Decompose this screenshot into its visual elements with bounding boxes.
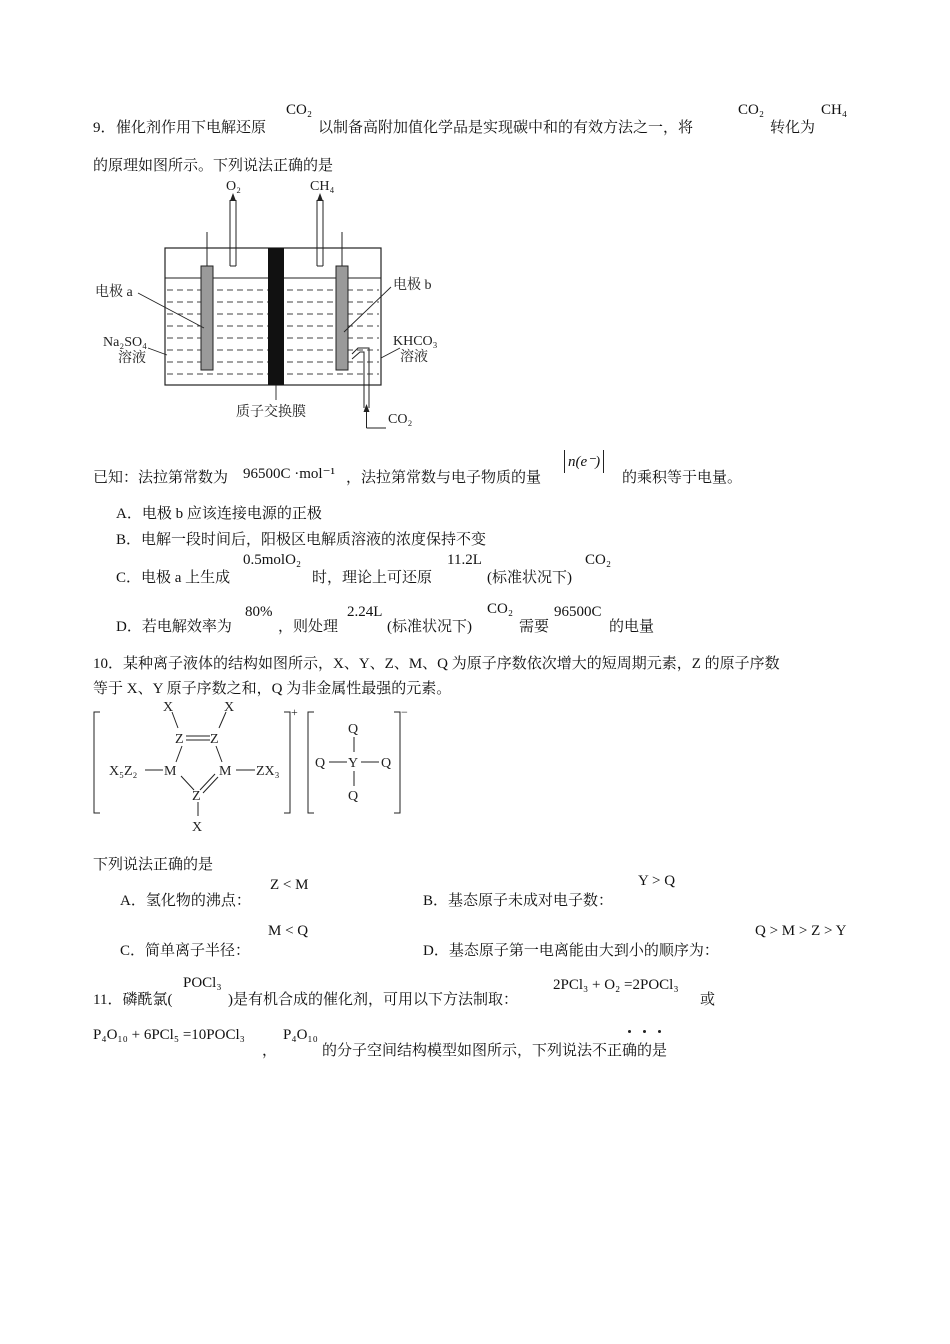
atom-m-left: M — [164, 764, 177, 779]
q11-p4o10: P₄O₁₀ — [283, 1027, 318, 1043]
emphasis-dot — [628, 1030, 631, 1033]
emphasis-dot — [658, 1030, 661, 1033]
group-zx3: ZX₃ — [256, 764, 280, 779]
q10-prompt: 下列说法正确的是 — [93, 857, 214, 873]
q11-part2: )是有机合成的催化剂，可用以下方法制取： — [228, 992, 518, 1008]
q9-ch4-formula: CH₄ — [821, 102, 848, 118]
q9-option-d-math4: 96500C — [554, 604, 602, 620]
electrolysis-cell-diagram — [90, 172, 460, 434]
q9-stem-part2: 以制备高附加值化学品是实现碳中和的有效方法之一，将 — [318, 120, 694, 136]
q9-option-a: A．电极 b 应该连接电源的正极 — [116, 506, 322, 522]
q11-number: 11．磷酰氯( — [93, 992, 173, 1008]
q9-option-d-part2: ，则处理 — [278, 619, 339, 635]
q10-option-b-text: B．基态原子未成对电子数： — [423, 893, 614, 909]
q9-stem-line2: 的原理如图所示。下列说法正确的是 — [93, 158, 334, 174]
q9-option-c-part3: (标准状况下) — [487, 570, 572, 586]
atom-q-right: Q — [381, 756, 392, 771]
electrode-b-label: 电极 b — [393, 278, 432, 293]
group-x5z2: X₅Z₂ — [109, 764, 138, 779]
q9-co2-formula: CO₂ — [286, 102, 313, 118]
q10-option-d-text: D．基态原子第一电离能由大到小的顺序为： — [423, 943, 719, 959]
membrane-label: 质子交换膜 — [236, 405, 306, 420]
atom-q-bottom: Q — [348, 789, 359, 804]
q11-part3: 的分子空间结构模型如图所示，下列说法不正确的是 — [322, 1043, 668, 1059]
atom-q-left: Q — [315, 756, 326, 771]
q10-option-c-math: M < Q — [268, 923, 309, 939]
q9-option-d-math2: 2.24L — [347, 604, 383, 620]
q9-option-b: B．电解一段时间后，阳极区电解质溶液的浓度保持不变 — [116, 532, 487, 548]
q10-stem-line1: 10．某种离子液体的结构如图所示，X、Y、Z、M、Q 为原子序数依次增大的短周期元素，Z 的原子序数 — [93, 656, 780, 672]
q9-option-d-part4: 需要 — [519, 619, 550, 635]
q9-option-c-math3: CO₂ — [585, 552, 612, 568]
known-part1: 已知：法拉第常数为 — [93, 470, 229, 486]
q9-option-d-part1: D．若电解效率为 — [116, 619, 232, 635]
q10-option-a-math: Z < M — [270, 877, 309, 893]
atom-z-bottom: Z — [192, 789, 201, 804]
q11-equation-2: P₄O₁₀ + 6PCl₅ =10POCl₃ — [93, 1027, 245, 1043]
electrode-b — [336, 266, 348, 370]
electrode-a-label: 电极 a — [95, 285, 133, 300]
ionic-liquid-structure — [88, 698, 413, 840]
known-part3: 的乘积等于电量。 — [622, 470, 743, 486]
co2-inlet-label: CO₂ — [388, 412, 413, 427]
left-solution-word: 溶液 — [118, 351, 146, 366]
q11-comma: ， — [262, 1043, 278, 1059]
q9-option-d-part3: (标准状况下) — [387, 619, 472, 635]
faraday-constant: 96500C ·mol⁻¹ — [243, 466, 335, 482]
electron-moles: n(e⁻) — [564, 450, 604, 473]
right-solution-word: 溶液 — [400, 350, 428, 365]
q9-option-d-math1: 80% — [245, 604, 273, 620]
atom-z-upper-left: Z — [175, 732, 184, 747]
atom-x-bottom: X — [192, 820, 203, 835]
ch4-label: CH₄ — [310, 179, 335, 194]
q9-option-c-math1: 0.5molO₂ — [243, 552, 302, 568]
known-part2: ，法拉第常数与电子物质的量 — [346, 470, 542, 486]
q9-option-c-part2: 时，理论上可还原 — [312, 570, 433, 586]
atom-x-top-right: X — [224, 700, 235, 715]
atom-m-right: M — [219, 764, 232, 779]
atom-q-top: Q — [348, 722, 359, 737]
q9-option-d-part5: 的电量 — [609, 619, 655, 635]
q10-option-c-text: C．简单离子半径： — [120, 943, 251, 959]
atom-z-upper-right: Z — [210, 732, 219, 747]
atom-x-top-left: X — [163, 700, 174, 715]
q11-pocl3: POCl₃ — [183, 975, 222, 991]
proton-exchange-membrane — [268, 248, 284, 385]
electrode-a — [201, 266, 213, 370]
atom-y-center: Y — [348, 756, 359, 771]
cation-charge: + — [291, 705, 298, 719]
q9-number: 9． — [93, 120, 116, 136]
q10-option-b-math: Y > Q — [638, 873, 676, 889]
q9-option-c-math2: 11.2L — [447, 552, 482, 568]
left-solution-formula: Na₂SO₄ — [103, 335, 147, 350]
q9-stem-part3: 转化为 — [770, 120, 816, 136]
q10-option-d-math: Q > M > Z > Y — [755, 923, 847, 939]
q9-co2-formula-2: CO₂ — [738, 102, 765, 118]
q9-option-d-math3: CO₂ — [487, 601, 514, 617]
q11-equation-1: 2PCl₃ + O₂ =2POCl₃ — [553, 977, 679, 993]
right-solution-formula: KHCO₃ — [393, 334, 438, 349]
anion-charge: − — [401, 705, 408, 719]
emphasis-dot — [643, 1030, 646, 1033]
q9-stem-part1: 催化剂作用下电解还原 — [116, 120, 267, 136]
q10-stem-line2: 等于 X、Y 原子序数之和，Q 为非金属性最强的元素。 — [93, 681, 452, 697]
q10-option-a-text: A．氢化物的沸点： — [120, 893, 251, 909]
q11-or: 或 — [700, 992, 716, 1008]
q9-option-c-part1: C．电极 a 上生成 — [116, 570, 231, 586]
o2-label: O₂ — [226, 179, 241, 194]
